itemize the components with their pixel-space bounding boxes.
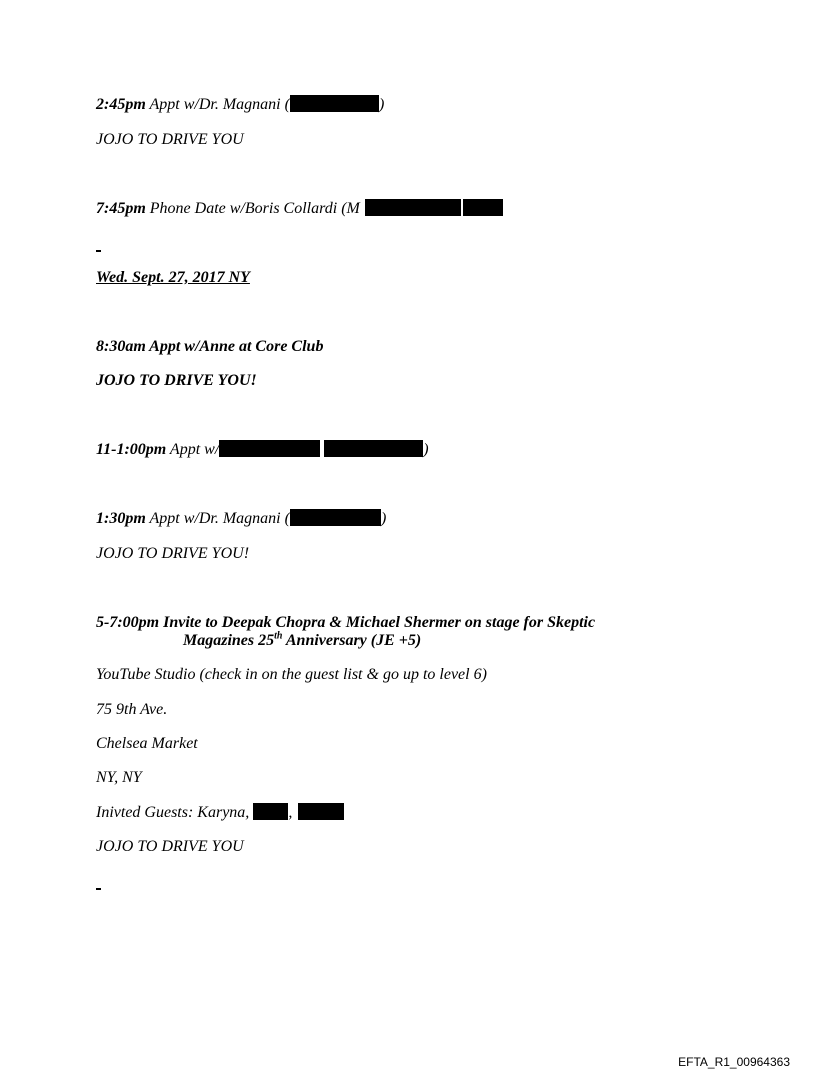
invite-subtitle-sup: th — [274, 630, 283, 642]
guests-label: Inivted Guests: Karyna, — [96, 804, 254, 821]
venue-line: YouTube Studio (check in on the guest list & go up to level 6) — [96, 666, 487, 683]
entry-time: 1:30pm — [96, 510, 146, 527]
entry-close-paren: ) — [378, 96, 385, 113]
entry-appt-magnani-1 — [96, 95, 384, 114]
redaction-block — [365, 199, 461, 216]
entry-text: Phone Date w/Boris Collardi (M — [145, 200, 360, 217]
address-line-2: Chelsea Market — [96, 735, 198, 752]
entry-appt-magnani-2 — [96, 509, 386, 528]
redaction-block — [463, 199, 503, 216]
separator-dash — [96, 250, 101, 252]
invite-subtitle-post: Anniversary (JE +5) — [282, 632, 422, 649]
address-line-1: 75 9th Ave. — [96, 701, 168, 718]
redaction-block — [219, 440, 320, 457]
redaction-block — [298, 803, 344, 820]
driver-note: JOJO TO DRIVE YOU — [96, 838, 244, 855]
redaction-block — [290, 95, 379, 112]
driver-note: JOJO TO DRIVE YOU! — [96, 372, 257, 389]
driver-note: JOJO TO DRIVE YOU! — [96, 545, 250, 562]
driver-note: JOJO TO DRIVE YOU — [96, 131, 244, 148]
entry-appt-core-club: 8:30am Appt w/Anne at Core Club — [96, 338, 324, 355]
entry-time: 2:45pm — [96, 96, 146, 113]
redaction-block — [290, 509, 381, 526]
separator-dash — [96, 888, 101, 890]
date-heading: Wed. Sept. 27, 2017 NY — [96, 269, 250, 286]
entry-time: 11-1:00pm — [96, 441, 167, 458]
entry-text: Appt w/Dr. Magnani ( — [145, 510, 290, 527]
entry-phone-date — [96, 199, 503, 218]
entry-text: Appt w/ — [166, 441, 220, 458]
entry-invite-subtitle — [183, 631, 421, 650]
entry-close-paren: ) — [423, 441, 429, 458]
redaction-block — [253, 803, 288, 820]
entry-text: Appt w/Dr. Magnani ( — [145, 96, 290, 113]
entry-invite-title: 5-7:00pm Invite to Deepak Chopra & Michael Shermer on stage for Skeptic — [96, 614, 596, 631]
entry-appt-redacted — [96, 440, 429, 459]
entry-time: 7:45pm — [96, 200, 146, 217]
redaction-block — [324, 440, 423, 457]
invite-subtitle-pre: Magazines 25 — [183, 632, 275, 649]
entry-close-paren: ) — [380, 510, 387, 527]
guests-line — [96, 803, 344, 822]
guests-separator: , — [288, 804, 293, 821]
address-line-3: NY, NY — [96, 769, 142, 786]
document-id: EFTA_R1_00964363 — [678, 1055, 790, 1069]
